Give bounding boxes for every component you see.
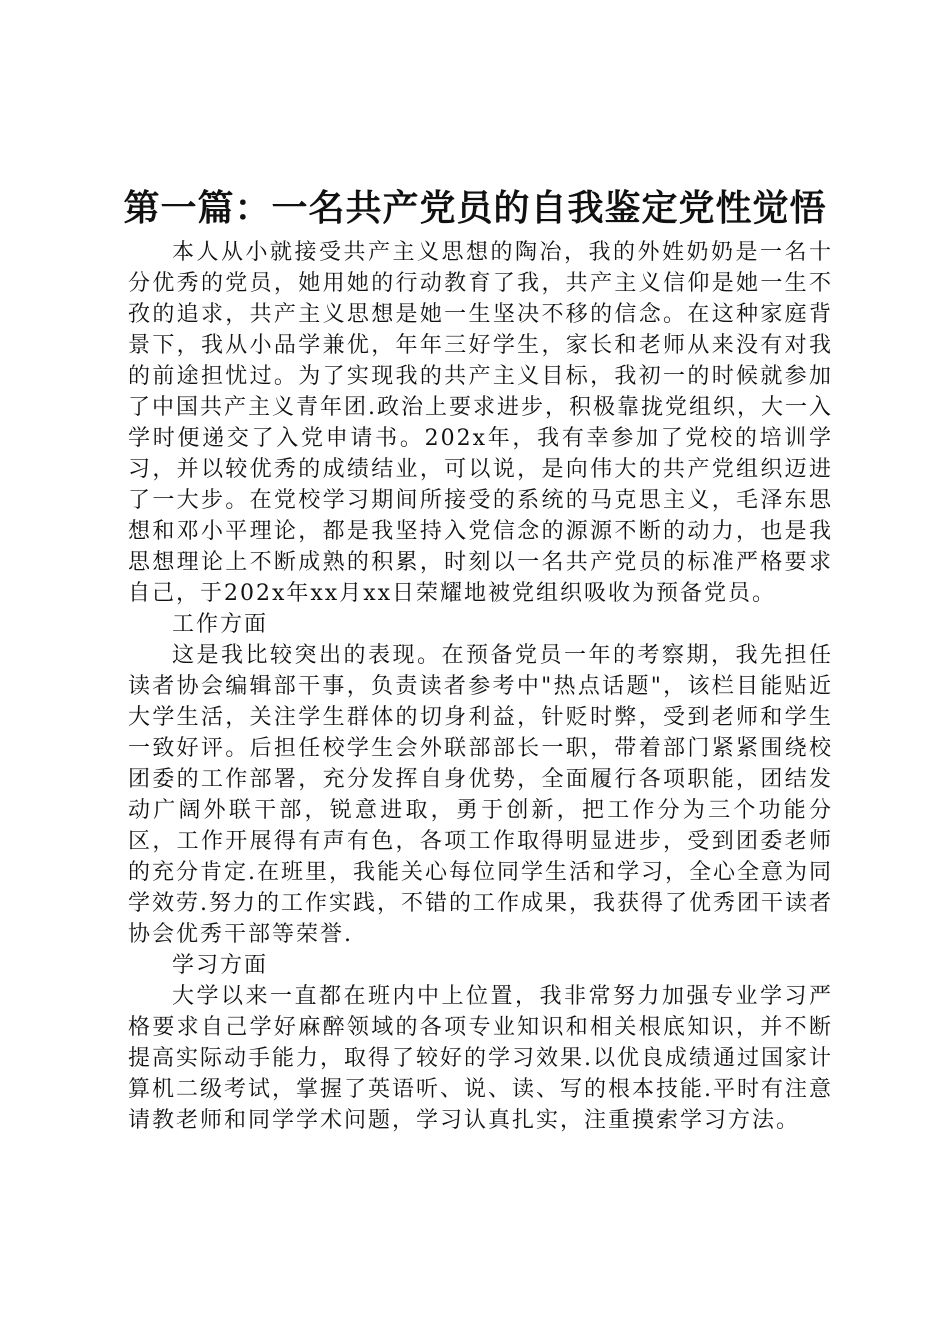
page-title: 第一篇：一名共产党员的自我鉴定党性觉悟 (123, 188, 827, 229)
section-heading-study: 学习方面 (172, 953, 269, 978)
section-heading-work: 工作方面 (172, 612, 269, 637)
study-paragraph: 大学以来一直都在班内中上位置，我非常努力加强专业学习严格要求自己学好麻醉领域的各项专业知识和相关根底知识，并不断提高实际动手能力，取得了较好的学习效果.以优良成绩通过国家计算机二级考试，掌握了英语听、说、读、写的根本技能.平时有注意请教老师和同学学术问题，学习认真扎实，注重摸索学习方法。 (128, 984, 833, 1133)
intro-paragraph: 本人从小就接受共产主义思想的陶冶，我的外姓奶奶是一名十分优秀的党员，她用她的行动教育了我，共产主义信仰是她一生不孜的追求，共产主义思想是她一生坚决不移的信念。在这种家庭背景下，我从小品学兼优，年年三好学生，家长和老师从来没有对我的前途担忧过。为了实现我的共产主义目标，我初一的时候就参加了中国共产主义青年团.政治上要求进步，积极靠拢党组织，大一入学时便递交了入党申请书。202x年，我有幸参加了党校的培训学习，并以较优秀的成绩结业，可以说，是向伟大的共产党组织迈进了一大步。在党校学习期间所接受的系统的马克思主义，毛泽东思想和邓小平理论，都是我坚持入党信念的源源不断的动力，也是我思想理论上不断成熟的积累，时刻以一名共产党员的标准严格要求自己，于202x年xx月xx日荣耀地被党组织吸收为预备党员。 (128, 240, 833, 606)
document-body (128, 237, 833, 1136)
work-paragraph: 这是我比较突出的表现。在预备党员一年的考察期，我先担任读者协会编辑部干事，负责读者参考中"热点话题"，该栏目能贴近大学生活，关注学生群体的切身利益，针贬时弊，受到老师和学生一致好评。后担任校学生会外联部部长一职，带着部门紧紧围绕校团委的工作部署，充分发挥自身优势，全面履行各项职能，团结发动广阔外联干部，锐意进取，勇于创新，把工作分为三个功能分区，工作开展得有声有色，各项工作取得明显进步，受到团委老师的充分肯定.在班里，我能关心每位同学生活和学习，全心全意为同学效劳.努力的工作实践，不错的工作成果，我获得了优秀团干读者协会优秀干部等荣誉. (128, 643, 833, 947)
